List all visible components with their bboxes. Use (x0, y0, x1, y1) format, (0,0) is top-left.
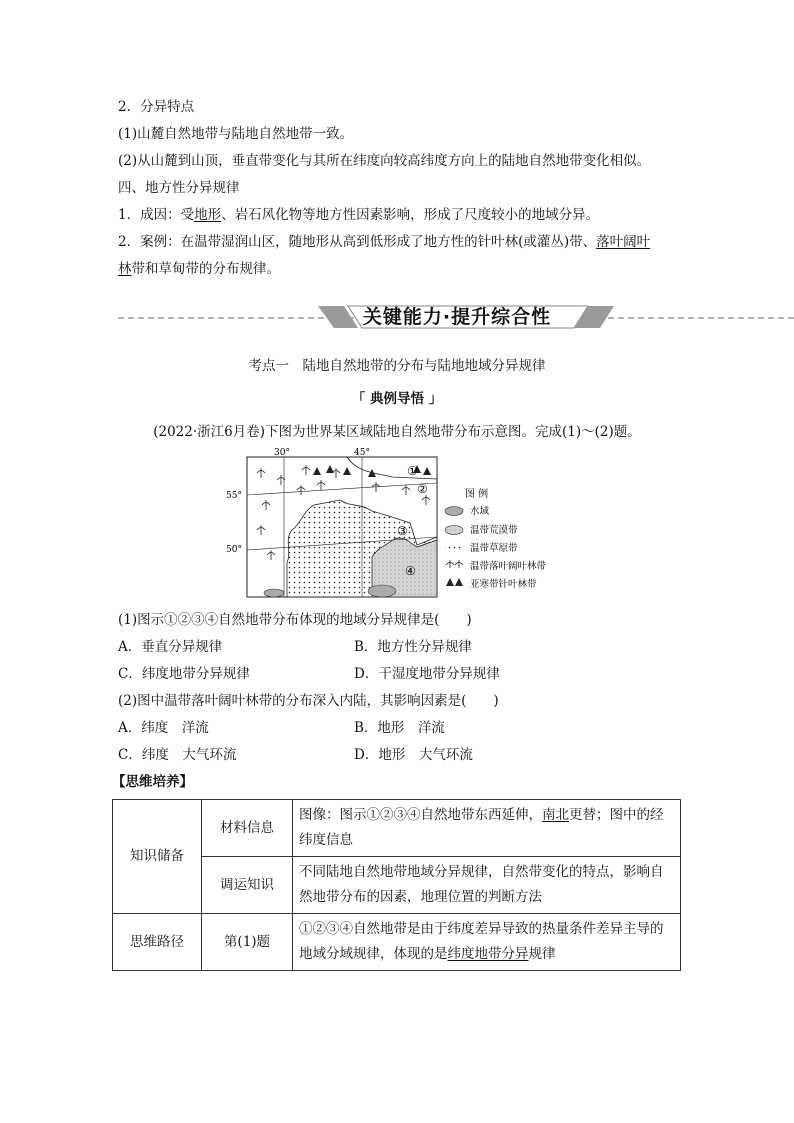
q2-option-a: A．纬度 洋流 (118, 720, 209, 736)
text-line: 林带和草甸带的分布规律。 (118, 261, 280, 277)
text-line: 2．案例：在温带湿润山区，随地形从高到低形成了地方性的针叶林(或灌丛)带、落叶阔叶 (118, 234, 651, 250)
question-intro: (2022·浙江6月卷)下图为世界某区域陆地自然地带分布示意图。完成(1)～(2)题。 (153, 424, 641, 440)
section-heading-4: 四、地方性分异规律 (118, 180, 240, 196)
kaodian-title: 考点一 陆地自然地带的分布与陆地地域分异规律 (248, 358, 546, 374)
question-2-stem: (2)图中温带落叶阔叶林带的分布深入内陆，其影响因素是( ) (118, 693, 499, 709)
table-cell: 调运知识 (202, 857, 293, 914)
legend-broadleaf-icon (446, 560, 463, 568)
thinking-table (112, 799, 681, 971)
legend-item: 水域 (470, 506, 490, 517)
zone-mark-2: ② (417, 482, 428, 496)
zone-mark-3: ③ (397, 524, 408, 538)
zone-mark-4: ④ (405, 564, 416, 578)
legend-item: 温带荒漠带 (470, 525, 518, 536)
legend-steppe-icon (445, 544, 463, 552)
legend-item: 亚寒带针叶林带 (470, 579, 537, 590)
q1-option-b: B．地方性分异规律 (354, 639, 472, 655)
legend-title: 图 例 (465, 489, 489, 500)
thinking-heading: 【思维培养】 (112, 774, 193, 790)
example-label: 「 典例导悟 」 (351, 391, 443, 407)
table-cell: 材料信息 (202, 800, 293, 857)
lon-label-45: 45° (354, 448, 370, 458)
text-line: 1．成因：受地形、岩石风化物等地方性因素影响，形成了尺度较小的地域分异。 (118, 207, 600, 223)
q2-option-d: D．地形 大气环流 (354, 747, 473, 763)
text-line: (1)山麓自然地带与陆地自然地带一致。 (118, 126, 354, 142)
q1-option-c: C．纬度地带分异规律 (118, 666, 250, 682)
q2-option-b: B．地形 洋流 (354, 720, 445, 736)
legend-conifer-icon (446, 578, 463, 586)
table-cell: 思维路径 (113, 914, 202, 971)
lon-label-30: 30° (274, 448, 290, 458)
zone-map (222, 445, 562, 605)
table-cell: 知识储备 (113, 800, 202, 914)
table-cell: 图像：图示①②③④自然地带东西延伸，南北更替；图中的经纬度信息 (293, 800, 681, 857)
lat-label-55: 55° (226, 491, 242, 501)
legend-water-icon (445, 507, 463, 516)
table-cell: 不同陆地自然地带地域分异规律，自然带变化的特点，影响自然地带分布的因素，地理位置的判断方法 (293, 857, 681, 914)
section-heading-2: 2．分异特点 (118, 99, 195, 115)
banner-title: 关键能力·提升综合性 (362, 306, 552, 328)
table-cell: 第(1)题 (202, 914, 293, 971)
legend-item: 温带落叶阔叶林带 (470, 561, 547, 572)
lat-label-50: 50° (226, 545, 242, 555)
text-line: (2)从山麓到山顶，垂直带变化与其所在纬度向较高纬度方向上的陆地自然地带变化相似。 (118, 153, 651, 169)
zone-mark-1: ① (407, 464, 418, 478)
q2-option-c: C．纬度 大气环流 (118, 747, 237, 763)
legend-desert-icon (445, 526, 463, 535)
q1-option-d: D．干湿度地带分异规律 (354, 666, 500, 682)
question-1-stem: (1)图示①②③④自然地带分布体现的地域分异规律是( ) (118, 612, 472, 628)
table-cell: ①②③④自然地带是由于纬度差异导致的热量条件差异主导的地域分域规律，体现的是纬度地带分异规律 (293, 914, 681, 971)
legend-item: 温带草原带 (470, 543, 518, 554)
q1-option-a: A．垂直分异规律 (118, 639, 223, 655)
